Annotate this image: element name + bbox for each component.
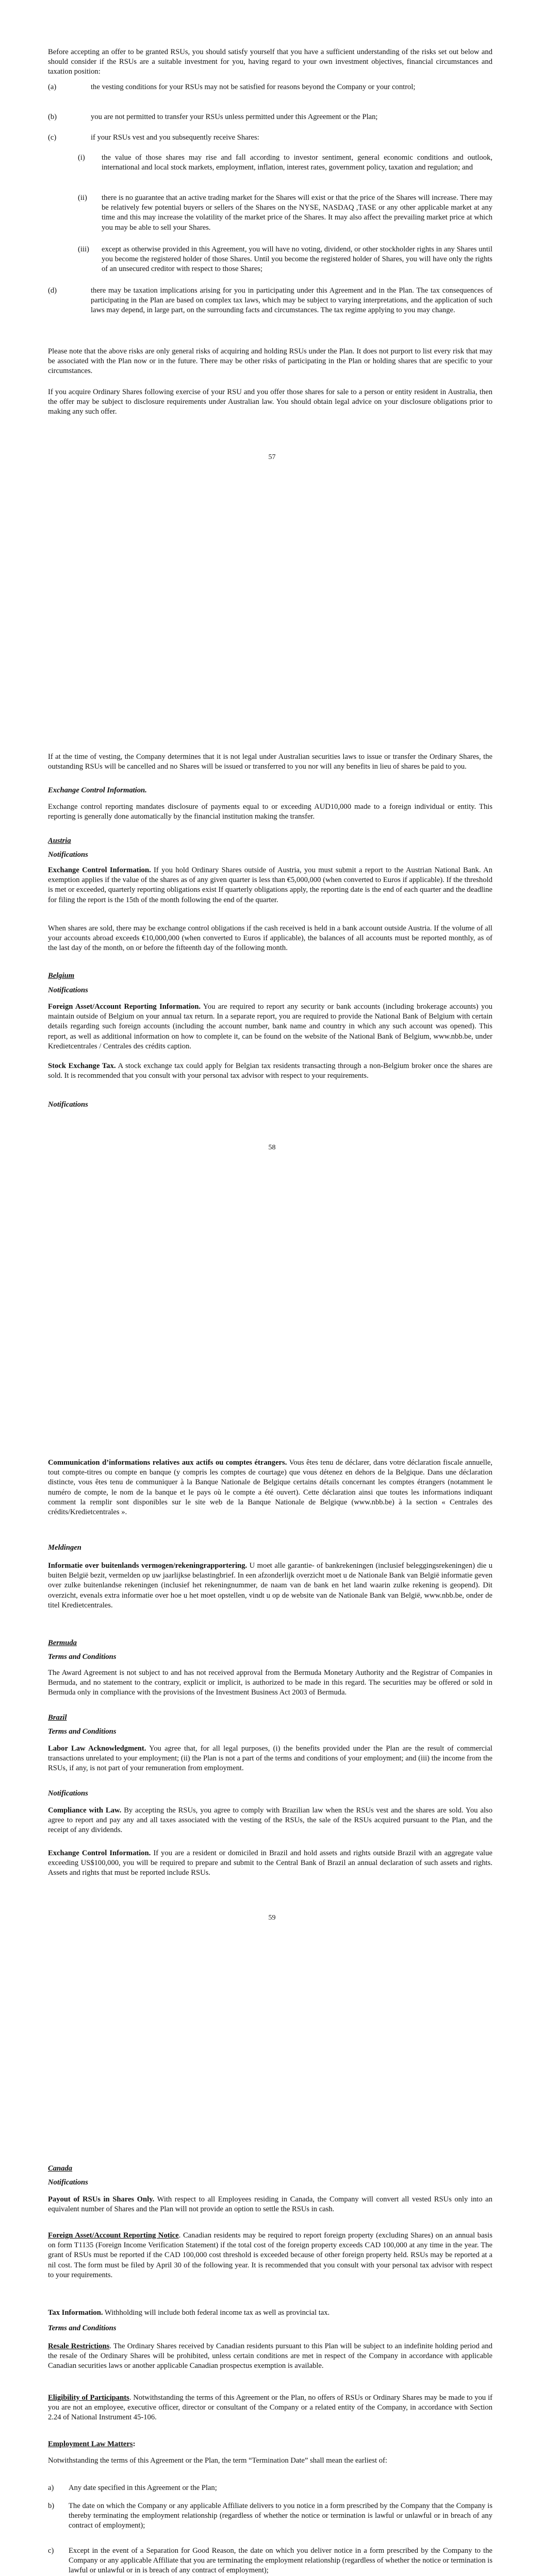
risk-item-a-label: (a) xyxy=(48,83,57,91)
exchange-control-text: Exchange control reporting mandates disclosure of payments equal to or exceeding AUD10,000 made to a foreign individual or entity. This reporting is generally done automatically by the financial institution making the transfer. xyxy=(48,803,492,821)
vesting-legal-note: If at the time of vesting, the Company determines that it is not legal under Australian securities laws to issue or transfer the Ordinary Shares, the outstanding RSUs will be cancelled and no Shares will be issued or transferred to you nor will any benefits in lieu of shares be paid to you. xyxy=(48,753,492,771)
termination-item-c xyxy=(48,2546,492,2576)
risk-subitem-iii-text: except as otherwise provided in this Agreement, you will have no voting, dividend, or other stockholder rights in any Shares until you become the registered holder of those Shares. Until you become the registered holder of Shares, you will have only the rights of an unsecured creditor with respect to those Shares; xyxy=(102,245,492,274)
page-58 xyxy=(0,703,544,1406)
payout-text: With respect to all Employees residing in Canada, the Company will convert all vested RSUs only into an equivalent number of Shares and the Plan will not provide an option to settle the RSUs in cash. xyxy=(48,2195,492,2214)
belgium-notifications-heading: Notifications xyxy=(48,986,88,994)
risk-subitem-i-text: the value of those shares may rise and fall according to investor sentiment, general economic conditions and outlook, international and local stock markets, employment, inflation, interest rates, government policy, taxation and regulation; and xyxy=(102,154,492,172)
exchange-control-heading: Exchange Control Information. xyxy=(48,786,147,794)
belgium-foreign-label: Foreign Asset/Account Reporting Information. xyxy=(48,1003,201,1011)
french-reporting-text: Vous êtes tenu de déclarer, dans votre déclaration fiscale annuelle, tout compte-titres ou compte en banque (y compris les comptes de courtage) que vous détenez en dehors de la Belgique. Dans une déclaration distincte, vous êtes tenu de communiquer à la Banque Nationale de Belgique certains détails concernant les comptes étrangers (notamment le numéro de compte, le nom de la banque et le pays où le compte a été ouvert). Cette déclaration ainsi que toutes les informations indiquant comment la remplir sont disponibles sur le site web de la Banque Nationale de Belgique (www.nbb.be) à la section « Centrales des crédits/Kredietcentrales ». xyxy=(48,1459,493,1517)
termination-item-b-label: b) xyxy=(48,2502,55,2510)
labor-law-text: You agree that, for all legal purposes, (i) the benefits provided under the Plan are the result of commercial transactions unrelated to your employment; (ii) the Plan is not a part of the terms and conditions of your employment; and (iii) the income from the RSUs, if any, is not part of your remuneration from employment. xyxy=(48,1744,492,1773)
termination-item-b xyxy=(48,2501,492,2543)
payout-paragraph xyxy=(48,2195,492,2214)
belgium-foreign-text: You are required to report any security or bank accounts (including brokerage accounts) you maintain outside of Belgium on your annual tax return. In a separate report, you are required to provide the National Bank of Belgium with certain details regarding such foreign accounts (including the account number, bank name and country in which any such account was opened). This report, as well as additional information on how to complete it, can be found on the website of the National Bank of Belgium, www.nbb.be, under Kredietcentrales / Centrales des crédits caption. xyxy=(48,1003,492,1050)
page-number-59: 59 xyxy=(268,1914,276,1922)
risk-item-d xyxy=(48,286,492,337)
risk-note: Please note that the above risks are only general risks of acquiring and holding RSUs under the Plan. It does not purport to list every risk that may be associated with the Plan now or in the future. There may be other risks of participating in the Plan or holding shares that are specific to your circumstances. xyxy=(48,347,492,376)
canada-foreign-paragraph xyxy=(48,2231,492,2280)
risk-subitem-i-label: (i) xyxy=(78,154,85,162)
french-reporting-paragraph xyxy=(48,1458,492,1517)
risk-item-a-text: the vesting conditions for your RSUs may not be satisfied for reasons beyond the Company or your control; xyxy=(91,83,416,91)
bermuda-text: The Award Agreement is not subject to and has not received approval from the Bermuda Monetary Authority and the Registrar of Companies in Bermuda, and no statement to the contrary, explicit or implicit, is authorized to be made in this regard. The securities may be offered or sold in Bermuda only in compliance with the provisions of the Investment Business Act 2003 of Bermuda. xyxy=(48,1669,492,1697)
brazil-notifications-heading: Notifications xyxy=(48,1789,88,1798)
austria-heading: Austria xyxy=(48,837,71,845)
risk-subitem-iii xyxy=(78,245,492,276)
risk-item-b-text: you are not permitted to transfer your RSUs unless permitted under this Agreement or the Plan; xyxy=(91,113,378,121)
dutch-reporting-label: Informatie over buitenlands vermogen/rekeningrapportering. xyxy=(48,1562,248,1570)
risk-item-a xyxy=(48,82,492,103)
tax-info-label: Tax Information. xyxy=(48,2309,103,2317)
page-number-57: 57 xyxy=(268,453,276,461)
brazil-exchange-text: If you are a resident or domiciled in Brazil and hold assets and rights outside Brazil with an aggregate value exceeding US$100,000, you will be required to prepare and submit to the Central Bank of Brazil an annual declaration of such assets and rights. Assets and rights that must be reported include RSUs. xyxy=(48,1849,492,1877)
canada-notifications-heading: Notifications xyxy=(48,2178,88,2187)
brazil-exchange-label: Exchange Control Information. xyxy=(48,1849,151,1857)
bermuda-terms-heading: Terms and Conditions xyxy=(48,1653,117,1661)
eligibility-label: Eligibility of Participants xyxy=(48,2394,129,2402)
resale-text: . The Ordinary Shares received by Canadian residents pursuant to this Plan will be subject to an indefinite holding period and the resale of the Ordinary Shares will be prohibited, unless certain conditions are met in respect of the Company in accordance with applicable Canadian securities laws or another applicable Canadian prospectus exemption is available. xyxy=(48,2342,492,2370)
termination-item-c-label: c) xyxy=(48,2547,54,2555)
offer-disclosure-note: If you acquire Ordinary Shares following exercise of your RSU and you offer those shares for sale to a person or entity resident in Australia, then the offer may be subject to disclosure requirements under Australian law. You should obtain legal advice on your disclosure obligations prior to making any such offer. xyxy=(48,388,492,416)
dutch-reporting-paragraph xyxy=(48,1561,492,1611)
risk-item-c-text: if your RSUs vest and you subsequently receive Shares: xyxy=(91,133,259,142)
stock-tax-paragraph xyxy=(48,1061,492,1081)
compliance-text: By accepting the RSUs, you agree to comply with Brazilian law when the RSUs vest and the shares are sold. You also agree to report and pay any and all taxes associated with the vesting of the RSUs, the sale of the RSUs acquired pursuant to the Plan, and the receipt of any dividends. xyxy=(48,1806,492,1835)
payout-label: Payout of RSUs in Shares Only. xyxy=(48,2195,155,2204)
risk-subitem-ii xyxy=(78,193,492,234)
risk-subitem-ii-text: there is no guarantee that an active trading market for the Shares will exist or that the price of the Shares will increase. There may be relatively few potential buyers or sellers of the Shares on the NYSE, NASDAQ ,TASE or any other applicable market at any time and this may increase the volatility of the market price of the Shares. It may also affect the prevailing market price at which you may be able to sell your Shares. xyxy=(102,194,492,232)
risk-item-c xyxy=(48,133,492,143)
canada-terms-heading: Terms and Conditions xyxy=(48,2324,117,2332)
risk-item-b xyxy=(48,112,492,133)
canada-foreign-label: Foreign Asset/Account Reporting Notice xyxy=(48,2231,179,2240)
eligibility-text: . Notwithstanding the terms of this Agreement or the Plan, no offers of RSUs or Ordinary Shares may be made to you if you are not an employee, executive officer, director or consultant of the Company or a related entity of the Company, in accordance with Section 2.24 of National Instrument 45-106. xyxy=(48,2394,493,2422)
risk-item-c-label: (c) xyxy=(48,133,57,142)
french-reporting-label: Communication d’informations relatives aux actifs ou comptes étrangers. xyxy=(48,1459,287,1467)
labor-law-label: Labor Law Acknowledgment. xyxy=(48,1744,146,1753)
meldingen-heading: Meldingen xyxy=(48,1544,81,1552)
employment-law-heading xyxy=(48,2439,492,2449)
risk-item-b-label: (b) xyxy=(48,113,57,121)
belgium-heading: Belgium xyxy=(48,972,75,980)
stock-tax-label: Stock Exchange Tax. xyxy=(48,1062,116,1070)
brazil-terms-heading: Terms and Conditions xyxy=(48,1727,117,1736)
dutch-reporting-text: U moet alle garantie- of bankrekeningen (inclusief beleggingsrekeningen) die u buiten België bezit, vermelden op uw jaarlijkse belastingbrief. In een afzonderlijk overzicht moet u de Nationale Bank van België informatie geven over zulke buitenlandse rekeningen (inclusief het rekeningnummer, de naam van de bank en het land waarin zulke rekening is geopend). Dit overzicht, evenals extra informatie over hoe u het moet opstellen, vindt u op de website van de Nationale Bank van België, www.nbb.be, onder de titel Kredietcentrales. xyxy=(48,1562,492,1609)
resale-label: Resale Restrictions xyxy=(48,2342,110,2350)
termination-item-c-text: Except in the event of a Separation for Good Reason, the date on which you deliver notice in a form prescribed by the Company to the Company or any applicable Affiliate that you are terminating the employment relationship (regardless of whether the notice or termination is lawful or unlawful or in is breach of any contract of employment); xyxy=(69,2547,493,2575)
stock-tax-text: A stock exchange tax could apply for Belgian tax residents transacting through a non-Belgium broker once the shares are sold. It is recommended that you consult with your personal tax advisor with respect to your requirements. xyxy=(48,1062,492,1080)
bermuda-heading: Bermuda xyxy=(48,1639,77,1647)
austria-exchange-paragraph xyxy=(48,866,492,905)
page-57 xyxy=(0,0,544,703)
employment-law-colon: : xyxy=(133,2440,136,2448)
resale-paragraph xyxy=(48,2342,492,2371)
termination-intro: Notwithstanding the terms of this Agreement or the Plan, the term “Termination Date” shall mean the earliest of: xyxy=(48,2456,387,2465)
brazil-heading: Brazil xyxy=(48,1714,67,1722)
employment-law-label: Employment Law Matters xyxy=(48,2440,133,2448)
page-59 xyxy=(0,1406,544,2110)
termination-item-a-text: Any date specified in this Agreement or the Plan; xyxy=(69,2484,217,2492)
page-number-58: 58 xyxy=(268,1144,276,1151)
termination-item-a-label: a) xyxy=(48,2484,54,2492)
belgium-notifications-end: Notifications xyxy=(48,1100,88,1109)
risk-subitem-i xyxy=(78,153,492,184)
compliance-label: Compliance with Law. xyxy=(48,1806,122,1815)
termination-item-b-text: The date on which the Company or any applicable Affiliate delivers to you notice in a form prescribed by the Company that the Company is thereby terminating the employment relationship (regardless of whether the notice or termination is lawful or unlawful or in breach of any contract of employment); xyxy=(69,2502,492,2530)
austria-exchange-label: Exchange Control Information. xyxy=(48,866,151,874)
risk-intro: Before accepting an offer to be granted RSUs, you should satisfy yourself that you have a sufficient understanding of the risks set out below and should consider if the RSUs are a suitable investment for you, having regard to your own investment objectives, financial circumstances and taxation position: xyxy=(48,48,492,76)
termination-item-a xyxy=(48,2483,492,2494)
austria-exchange-text: If you hold Ordinary Shares outside of Austria, you must submit a report to the Austrian National Bank. An exemption applies if the value of the shares as of any given quarter is less than €5,000,000 (when converted to Euros if applicable). If the threshold is met or exceeded, quarterly reporting obligations exist If quarterly obligations apply, the reporting date is the end of each quarter and the deadline for filing the report is the 15th of the month following the end of the quarter. xyxy=(48,866,492,904)
risk-item-d-label: (d) xyxy=(48,286,57,295)
austria-cash-paragraph: When shares are sold, there may be exchange control obligations if the cash received is held in a bank account outside Austria. If the volume of all your accounts abroad exceeds €10,000,000 (when converted to Euros if applicable), the balances of all accounts must be reported monthly, as of the last day of the month, on or before the fifteenth day of the following month. xyxy=(48,924,492,953)
canada-foreign-text: . Canadian residents may be required to report foreign property (excluding Shares) on an annual basis on form T1135 (Foreign Income Verification Statement) if the total cost of the foreign property exceeds CAD 100,000 at any time in the year. The grant of RSUs must be reported if the CAD 100,000 cost threshold is exceeded because of other foreign property held. RSUs may be reported at a nil cost. The form must be filed by April 30 of the following year. It is recommended that you consult with your personal tax advisor with respect to your requirements. xyxy=(48,2231,492,2279)
eligibility-paragraph xyxy=(48,2393,492,2423)
page-60 xyxy=(0,2110,544,2576)
brazil-exchange-paragraph xyxy=(48,1849,492,1878)
tax-info-text: Withholding will include both federal income tax as well as provincial tax. xyxy=(103,2309,330,2317)
compliance-paragraph xyxy=(48,1806,492,1836)
belgium-foreign-paragraph xyxy=(48,1002,492,1052)
labor-law-paragraph xyxy=(48,1744,492,1774)
risk-item-d-text: there may be taxation implications arising for you in participating under this Agreement and in the Plan. The tax consequences of participating in the Plan are based on complex tax laws, which may be subject to varying interpretations, and the application of such laws may depend, in large part, on the surrounding facts and circumstances. The tax regime applying to you may change. xyxy=(91,286,492,315)
risk-subitem-iii-label: (iii) xyxy=(78,245,89,253)
risk-subitem-ii-label: (ii) xyxy=(78,194,87,202)
austria-notifications-heading: Notifications xyxy=(48,851,88,859)
canada-heading: Canada xyxy=(48,2164,73,2173)
tax-info-paragraph xyxy=(48,2308,492,2318)
